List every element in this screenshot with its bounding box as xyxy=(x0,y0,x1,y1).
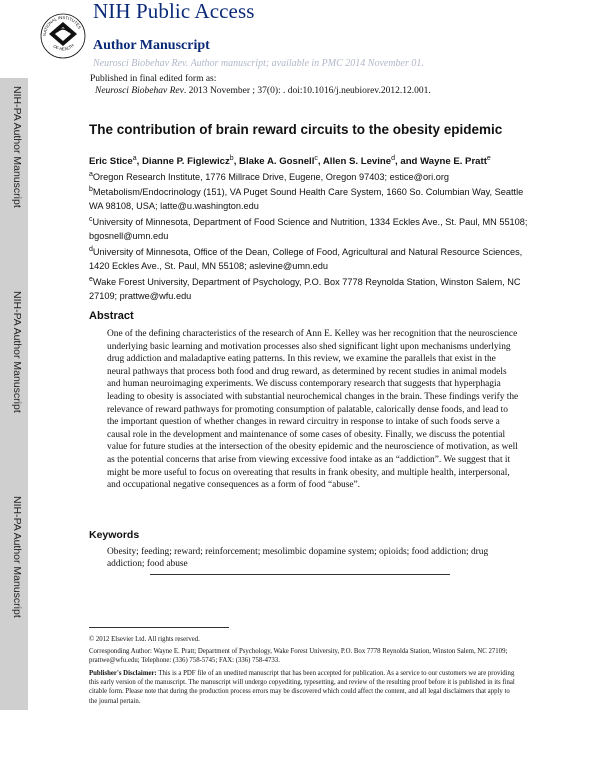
sidebar-label-1: NIH-PA Author Manuscript xyxy=(11,86,23,208)
keywords-text: Obesity; feeding; reward; reinforcement; mesolimbic dopamine system; opioids; food addiction; drug addiction; food abuse xyxy=(107,547,489,570)
affiliation-c: $^c$University of Minnesota, Department of Food Science and Nutrition, 1334 Eckles Ave., St. Paul, MN 55108; bgosnell@umn.edu xyxy=(89,216,528,241)
affiliation-a: $^a$Oregon Research Institute, 1776 Millrace Drive, Eugene, Oregon 97403; estice@ori.org xyxy=(89,171,449,183)
disclaimer-label: Publisher's Disclaimer: xyxy=(89,670,157,677)
affiliation-e: $^e$Wake Forest University, Department of Psychology, P.O. Box 7778 Reynolda Station, Winston Salem, NC 27109; prattwe@wfu.edu xyxy=(89,276,521,301)
author-affiliation-mark: c xyxy=(314,155,318,162)
author-name: Eric Stice xyxy=(89,156,133,168)
citation-details: . 2013 November ; 37(0): . doi:10.1016/j.neubiorev.2012.12.001. xyxy=(183,86,431,96)
sidebar-label-2: NIH-PA Author Manuscript xyxy=(11,291,23,413)
abstract-heading: Abstract xyxy=(89,310,134,322)
affiliation-b: $^b$Metabolism/Endocrinology (151), VA Puget Sound Health Care System, 1660 So. Columbian Way, Seattle WA 98108, USA; latte@u.washington.edu xyxy=(89,186,524,211)
keywords-heading: Keywords xyxy=(89,529,140,541)
availability-note: Neurosci Biobehav Rev. Author manuscript; available in PMC 2014 November 01. xyxy=(93,58,424,69)
nih-seal-logo xyxy=(38,2,88,68)
citation-line xyxy=(95,86,431,96)
nih-public-access-title: NIH Public Access xyxy=(93,0,255,23)
svg-text:OF HEALTH: OF HEALTH xyxy=(52,42,75,52)
left-sidebar-band xyxy=(0,78,28,710)
author-list: Eric Stice$^a$, Dianne P. Figlewicz$^b$, Blake A. Gosnell$^c$, Allen S. Levine$^d$, and Wayne E. Pratt$^e$ xyxy=(89,155,491,168)
sidebar-label-3: NIH-PA Author Manuscript xyxy=(11,496,23,618)
affiliation-d: $^d$University of Minnesota, Office of the Dean, College of Food, Agricultural and Natural Resource Sciences, 1420 Eckles Ave., St. Paul, MN 55108; aslevine@umn.edu xyxy=(89,246,523,271)
corresponding-author: Corresponding Author: Wayne E. Pratt; Department of Psychology, Wake Forest University, P.O. Box 7778 Reynolda Station, Winston Salem, NC 27109; prattwe@wfu.edu; Telephone: (336) 758-5745; FAX: (336) 758-4733. xyxy=(89,648,508,665)
copyright-notice: © 2012 Elsevier Ltd. All rights reserved. xyxy=(89,636,200,643)
author-name: Allen S. Levine xyxy=(322,156,392,168)
author-affiliation-mark: b xyxy=(229,155,234,162)
journal-name: Neurosci Biobehav Rev xyxy=(95,86,184,96)
section-divider xyxy=(150,574,450,575)
article-title: The contribution of brain reward circuits to the obesity epidemic xyxy=(89,122,503,137)
published-in-label: Published in final edited form as: xyxy=(90,74,217,84)
author-affiliation-mark: d xyxy=(391,155,396,162)
author-name: Blake A. Gosnell xyxy=(239,156,315,168)
author-manuscript-label: Author Manuscript xyxy=(93,38,210,53)
publisher-disclaimer xyxy=(89,669,519,706)
author-affiliation-mark: a xyxy=(132,155,137,162)
author-affiliation-mark: e xyxy=(486,155,491,162)
author-name: Dianne P. Figlewicz xyxy=(141,156,230,168)
abstract-text: One of the defining characteristics of the research of Ann E. Kelley was her recognition that the neuroscience underlying basic learning and motivation processes also shed significant light upon mechanisms underlying drug addiction and maladaptive eating patterns. In this review, we examine the parallels that exist in the neural pathways that process both food and drug reward, as determined by recent studies in animal models and human neuroimaging experiments. We discuss contemporary research that suggests that hyperphagia leading to obesity is associated with substantial neurochemical changes in the brain. These findings verify the relevance of reward pathways for promoting consumption of palatable, calorically dense foods, and lead to the important question of whether changes in reward circuitry in response to intake of such foods serve a causal role in the development and maintenance of some cases of obesity. Finally, we discuss the potential value for future studies at the intersection of the obesity epidemic and the neuroscience of motivation, as well as the potential concerns that arise from viewing excessive food intake as an “addiction”. We suggest that it might be more useful to focus on overeating that results in frank obesity, and multiple health, interpersonal, and occupational negative consequences as a form of food “abuse”. xyxy=(107,329,519,491)
author-name: Wayne E. Pratt xyxy=(420,156,487,168)
svg-text:NATIONAL INSTITUTES: NATIONAL INSTITUTES xyxy=(41,14,83,37)
disclaimer-text: This is a PDF file of an unedited manuscript that has been accepted for publication. As a service to our customers we are providing this early version of the manuscript. The manuscript will undergo copyediting, typesetting, and review of the resulting proof before it is published in its final citable form. Please note that during the production process errors may be discovered which could affect the content, and all legal disclaimers that apply to the journal pertain. xyxy=(89,670,515,705)
footnote-divider xyxy=(89,627,229,628)
